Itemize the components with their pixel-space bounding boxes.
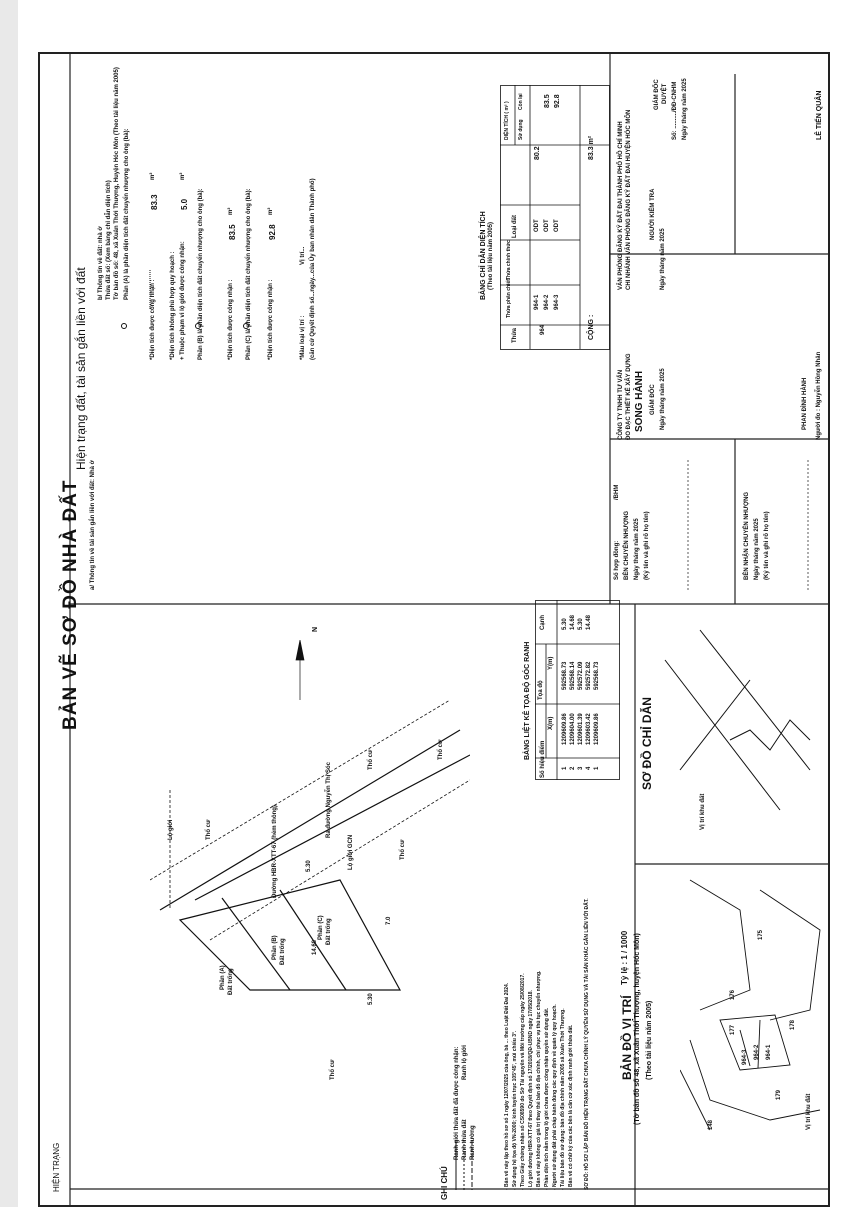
plan-part-b: Phần (B) — [272, 935, 278, 960]
coord-h-point: Số hiệu điểm — [540, 740, 546, 778]
coord-h-group: Tọa độ — [538, 680, 544, 700]
coord-r5-y: 592568.73 — [594, 661, 600, 690]
company-line1: CÔNG TY TNHH TƯ VẤN — [618, 369, 624, 440]
coord-r3-e: 5.30 — [578, 618, 584, 630]
plan-dim2: 14.68 — [312, 939, 318, 955]
office-line1: VĂN PHÒNG ĐĂNG KÝ ĐẤT ĐAI THÀNH PHỐ HỒ CHÍ MINH — [618, 121, 624, 290]
area-r2-phan: 964-2 — [544, 294, 550, 310]
plan-tho-cu-4: Thổ cư — [330, 1059, 336, 1080]
road-edge-2 — [195, 755, 470, 900]
area-r1-loai: ODT — [534, 219, 540, 232]
legend-row2: Ranh thửa đất — [462, 1119, 468, 1160]
legend-row1: Ranh giới thửa đất đã được công nhận: — [454, 1046, 460, 1160]
info-p1-area-value: 83.3 — [150, 194, 159, 210]
director-date: Ngày tháng năm 2025 — [682, 78, 688, 140]
plan-dim3: 5.30 — [368, 993, 374, 1005]
loc-p178: 178 — [790, 1019, 796, 1030]
target-parcel — [720, 1015, 790, 1070]
info-pos-value: Vị trí... — [300, 246, 306, 265]
area-group-header: DIỆN TÍCH ( m² ) — [504, 101, 510, 140]
north-label: N — [312, 626, 319, 632]
note-9: - Bản vẽ có chữ ký của các bên là căn cứ xác định ranh giới thửa đất. — [568, 1024, 574, 1190]
area-r2-conlai: 83.5 — [544, 94, 551, 108]
company-name: SONG HÀNH — [634, 370, 645, 432]
page-title: BẢN VẼ SƠ ĐỒ NHÀ ĐẤT — [60, 479, 81, 730]
plan-part-c: Phần (C) — [318, 915, 324, 940]
area-h-phanchiet: Thửa phân chiết — [506, 279, 512, 318]
loc-p964-2: 964-2 — [754, 1044, 760, 1060]
coord-r4-x: 1209603.42 — [586, 713, 592, 745]
coord-r4-y: 592572.82 — [586, 661, 592, 690]
info-p2-area-value: 83.5 — [228, 224, 237, 240]
company-signer: PHAN ĐÌNH HÀNH — [802, 377, 808, 430]
guide-map-title: SƠ ĐỒ CHỈ DẪN — [640, 697, 654, 790]
area-r1-sudung: 80.2 — [534, 146, 541, 160]
plan-tho-cu-3: Thổ cư — [400, 839, 406, 860]
viewer-margin — [0, 0, 18, 1207]
legend-swatches — [448, 1130, 488, 1200]
plan-tho-cu-5: Thổ cư — [438, 739, 444, 760]
left-header: HIỆN TRẠNG — [52, 1142, 61, 1192]
coord-r4-e: 14.48 — [586, 614, 592, 630]
loc-p964-3: 964-3 — [742, 1049, 748, 1065]
plan-part-a-dt: Đất trống — [228, 968, 234, 995]
coord-r1-x: 1209609.86 — [562, 713, 568, 745]
area-h-loaidat: Loại đất — [512, 214, 518, 238]
plan-part-b-dt: Đất trống — [280, 938, 286, 965]
coord-r1-p: 1 — [562, 766, 568, 770]
coord-r3-y: 592572.09 — [578, 661, 584, 690]
info-p1-row2: *Diện tích không phù hợp quy hoạch : — [170, 251, 176, 360]
site-plan — [150, 640, 470, 1020]
coord-r2-p: 2 — [570, 766, 576, 770]
guide-map — [660, 620, 820, 820]
area-total-label: CỘNG : — [588, 314, 595, 340]
area-h-chinhthuc: Thửa chính thức — [506, 240, 512, 280]
area-r3-conlai: 92.8 — [554, 94, 561, 108]
contract-label: Số hợp đồng: — [614, 540, 620, 580]
transferor-note: (Ký tên và ghi rõ họ tên) — [644, 511, 650, 580]
plan-dim-road: 7.0 — [386, 916, 392, 925]
info-p1-row3-value: 5.0 — [180, 198, 189, 210]
info-line3: Thửa đất số: (Xem bảng chỉ dẫn diện tích) — [106, 180, 112, 300]
coord-r5-p: 1 — [594, 766, 600, 770]
company-line2: ĐO ĐẠC THIẾT KẾ XÂY DỰNG — [626, 353, 632, 440]
coord-title: BẢNG LIỆT KÊ TỌA ĐỘ GÓC RANH — [524, 641, 531, 760]
area-r1-thua: 964 — [540, 324, 546, 335]
info-p3: Phần (C) là phần diện tích đất chuyển nhượng cho ông (bà): — [246, 188, 252, 360]
location-map-line2: (Tờ bản đồ số 48, xã Xuân Thới Thượng, huyện Hóc Môn) — [634, 933, 641, 1125]
plan-part-c-dt: Đất trống — [326, 918, 332, 945]
area-table-subtitle: (Theo tài liệu năm 2005) — [488, 221, 494, 290]
info-line1: a/ Thông tin về tài sản gắn liền với đất: Nhà ở — [90, 460, 96, 590]
area-r3-loai: ODT — [554, 219, 560, 232]
info-bullets — [110, 270, 260, 330]
loc-p179: 179 — [776, 1089, 782, 1100]
coord-r4-p: 4 — [586, 766, 592, 770]
info-p3-area-value: 92.8 — [268, 224, 277, 240]
plan-part-a: Phần (A) — [220, 965, 226, 990]
office-line2: CHI NHÁNH VĂN PHÒNG ĐĂNG KÝ ĐẤT ĐAI HUYỆN HÓC MÔN — [626, 109, 632, 290]
info-line4: Tờ bản đồ số: 48, xã Xuân Thới Thượng, Huyện Hóc Môn (Theo tài liệu năm 2005) — [114, 67, 120, 300]
loc-p175: 175 — [758, 929, 764, 940]
coord-r2-y: 592568.14 — [570, 661, 576, 690]
checker-role: NGƯỜI KIỂM TRA — [650, 188, 656, 240]
info-p2: Phần (B) là phần diện tích đất chuyển nhượng cho ông (bà): — [198, 188, 204, 360]
plan-lo-gioi: Lộ giới — [168, 819, 174, 840]
plan-lo-gioi-gcn: Lộ giới GCN — [348, 834, 354, 870]
info-line2: b/ Thông tin về đất: nhà ở — [98, 226, 104, 300]
coord-r5-x: 1209609.86 — [594, 713, 600, 745]
loc-p148: 148 — [708, 1119, 714, 1130]
note-2: - Sử dụng hệ tọa độ VN-2000; kinh tuyến trục 105°45', múi chiếu 3°. — [512, 1030, 518, 1190]
info-p1: Phần (A) là phần diện tích đất chuyển nhượng cho ông (bà): — [124, 128, 130, 300]
info-pos: *Màu loại vị trí : — [300, 315, 306, 360]
info-unit3: m² — [228, 207, 234, 215]
plan-street2: Ra đường Nguyễn Thị Sóc — [326, 762, 332, 838]
info-p1-area: *Diện tích được công nhận : — [150, 279, 156, 360]
legend-title: GHI CHÚ — [440, 1166, 449, 1200]
loc-p177: 177 — [730, 1024, 736, 1035]
director-approve: DUYỆT — [662, 83, 668, 104]
coord-r3-p: 3 — [578, 766, 584, 770]
info-p1-row3: + Thuộc phạm vi lộ giới được công nhận: — [180, 241, 186, 360]
coord-h-x: X(m) — [548, 716, 554, 730]
note-7: - Người sử dụng đất phải chấp hành đúng các quy định về quản lý quy hoạch. — [552, 1004, 558, 1190]
legend-row3: Ranh lộ giới — [462, 1045, 468, 1080]
section-title: Hiện trạng đất, tài sản gắn liền với đất — [74, 267, 88, 470]
location-map-scale: Tỷ lệ : 1 / 1000 — [620, 930, 629, 985]
area-h-conlai: Còn lại — [518, 93, 524, 110]
info-unit4: m² — [268, 207, 274, 215]
area-r1-phan: 964-1 — [534, 294, 540, 310]
area-r3-phan: 964-3 — [554, 294, 560, 310]
plan-tho-cu-2: Thổ cư — [368, 749, 374, 770]
contract-no: /BHM — [614, 484, 620, 500]
info-p3-area: *Diện tích được công nhận : — [268, 279, 274, 360]
company-role: GIÁM ĐỐC — [650, 384, 656, 415]
area-r2-loai: ODT — [544, 219, 550, 232]
loc-p176: 176 — [730, 989, 736, 1000]
note-8: - Tài liệu bản đồ sử dụng: bản đồ địa chính năm 2005 xã Xuân Thới Thượng. — [560, 1008, 566, 1190]
road-edge-1 — [160, 730, 460, 910]
guide-vi-tri: Vị trí khu đất — [700, 793, 706, 830]
note-1: - Bản vẽ này lập theo hồ sơ số 1 ngày 12/07/2025 của ông, bà ... theo Luật Đất Đai 2024. — [504, 982, 510, 1190]
note-3: - Theo Giấy chứng nhận số CS08590 do Sở Tài nguyên và Môi trường cấp ngày 25/08/2017. — [520, 973, 526, 1190]
area-h-thua: Thửa — [512, 327, 518, 343]
transferor: BÊN CHUYỂN NHƯỢNG — [624, 510, 630, 580]
loc-vi-tri: Vị trí khu đất — [806, 1093, 812, 1130]
transferee-note: (Ký tên và ghi rõ họ tên) — [764, 511, 770, 580]
plan-street: Đường HBR-XTT-67 (hẻm thông) — [272, 805, 278, 898]
coord-h-y: Y(m) — [548, 656, 554, 670]
coord-r1-y: 592568.73 — [562, 661, 568, 690]
company-date: Ngày tháng năm 2025 — [660, 368, 666, 430]
loc-p964-1: 964-1 — [766, 1044, 772, 1060]
note-10: SƠ ĐỒ: HỒ SƠ LẬP BẢN ĐỒ HIỆN TRẠNG ĐẤT CHƯA CHỈNH LÝ QUYỀN SỬ DỤNG VÀ TÀI SẢN KHÁC GẮN LIỀN VỚI ĐẤT. — [584, 898, 590, 1190]
area-h-sudung: Sử dụng — [518, 119, 524, 140]
transferee: BÊN NHẬN CHUYỂN NHƯỢNG — [744, 491, 750, 580]
coord-r1-e: 5.30 — [562, 618, 568, 630]
location-map-line3: (Theo tài liệu năm 2005) — [646, 1000, 653, 1080]
director-signer: LÊ TIẾN QUÂN — [816, 90, 823, 140]
area-total-value: 83.3 m² — [588, 135, 595, 160]
coord-h-edge: Cạnh — [540, 615, 546, 630]
transferee-date: Ngày tháng năm 2025 — [754, 518, 760, 580]
info-decision: (căn cứ Quyết định số...ngày...của Ủy ban nhân dân Thành phố) — [310, 178, 316, 360]
note-5: - Bản vẽ này không có giá trị thay thế bản đồ địa chính, chỉ phục vụ thủ tục chuyển nhượng. — [536, 970, 542, 1190]
signature-lines — [680, 450, 830, 610]
info-p2-area: *Diện tích được công nhận : — [228, 279, 234, 360]
transferor-date: Ngày tháng năm 2025 — [634, 518, 640, 580]
director-no: Số: ........../ĐĐ-CNHM — [672, 81, 678, 140]
coord-r2-x: 1209604.00 — [570, 713, 576, 745]
parcel-outline — [180, 880, 400, 990]
info-unit1: m² — [150, 172, 156, 180]
info-unit2: m² — [180, 172, 186, 180]
note-4: - Lộ giới đường HBR-XTT-67 theo Quyết định số 17/2018/QĐ-UBND ngày 17/05/2018. — [528, 990, 534, 1190]
plan-dim1: 5.30 — [306, 860, 312, 872]
coord-r2-e: 14.68 — [570, 614, 576, 630]
checker-date: Ngày tháng năm 2025 — [660, 228, 666, 290]
coord-r3-x: 1209601.39 — [578, 713, 584, 745]
legend-row4: Ranh tường — [470, 1125, 476, 1160]
area-table-title: BẢNG CHỈ DẪN DIỆN TÍCH — [480, 211, 487, 300]
plan-tho-cu-1: Thổ cư — [206, 819, 212, 840]
note-6: - Phần diện tích nằm trong lộ giới chưa được công nhận quyền sử dụng đất. — [544, 1007, 550, 1190]
location-map-title: BẢN ĐỒ VỊ TRÍ — [620, 995, 634, 1080]
drafter: Người đo : Nguyễn Hồng Nhân — [816, 351, 822, 440]
director-role: GIÁM ĐỐC — [654, 79, 660, 110]
